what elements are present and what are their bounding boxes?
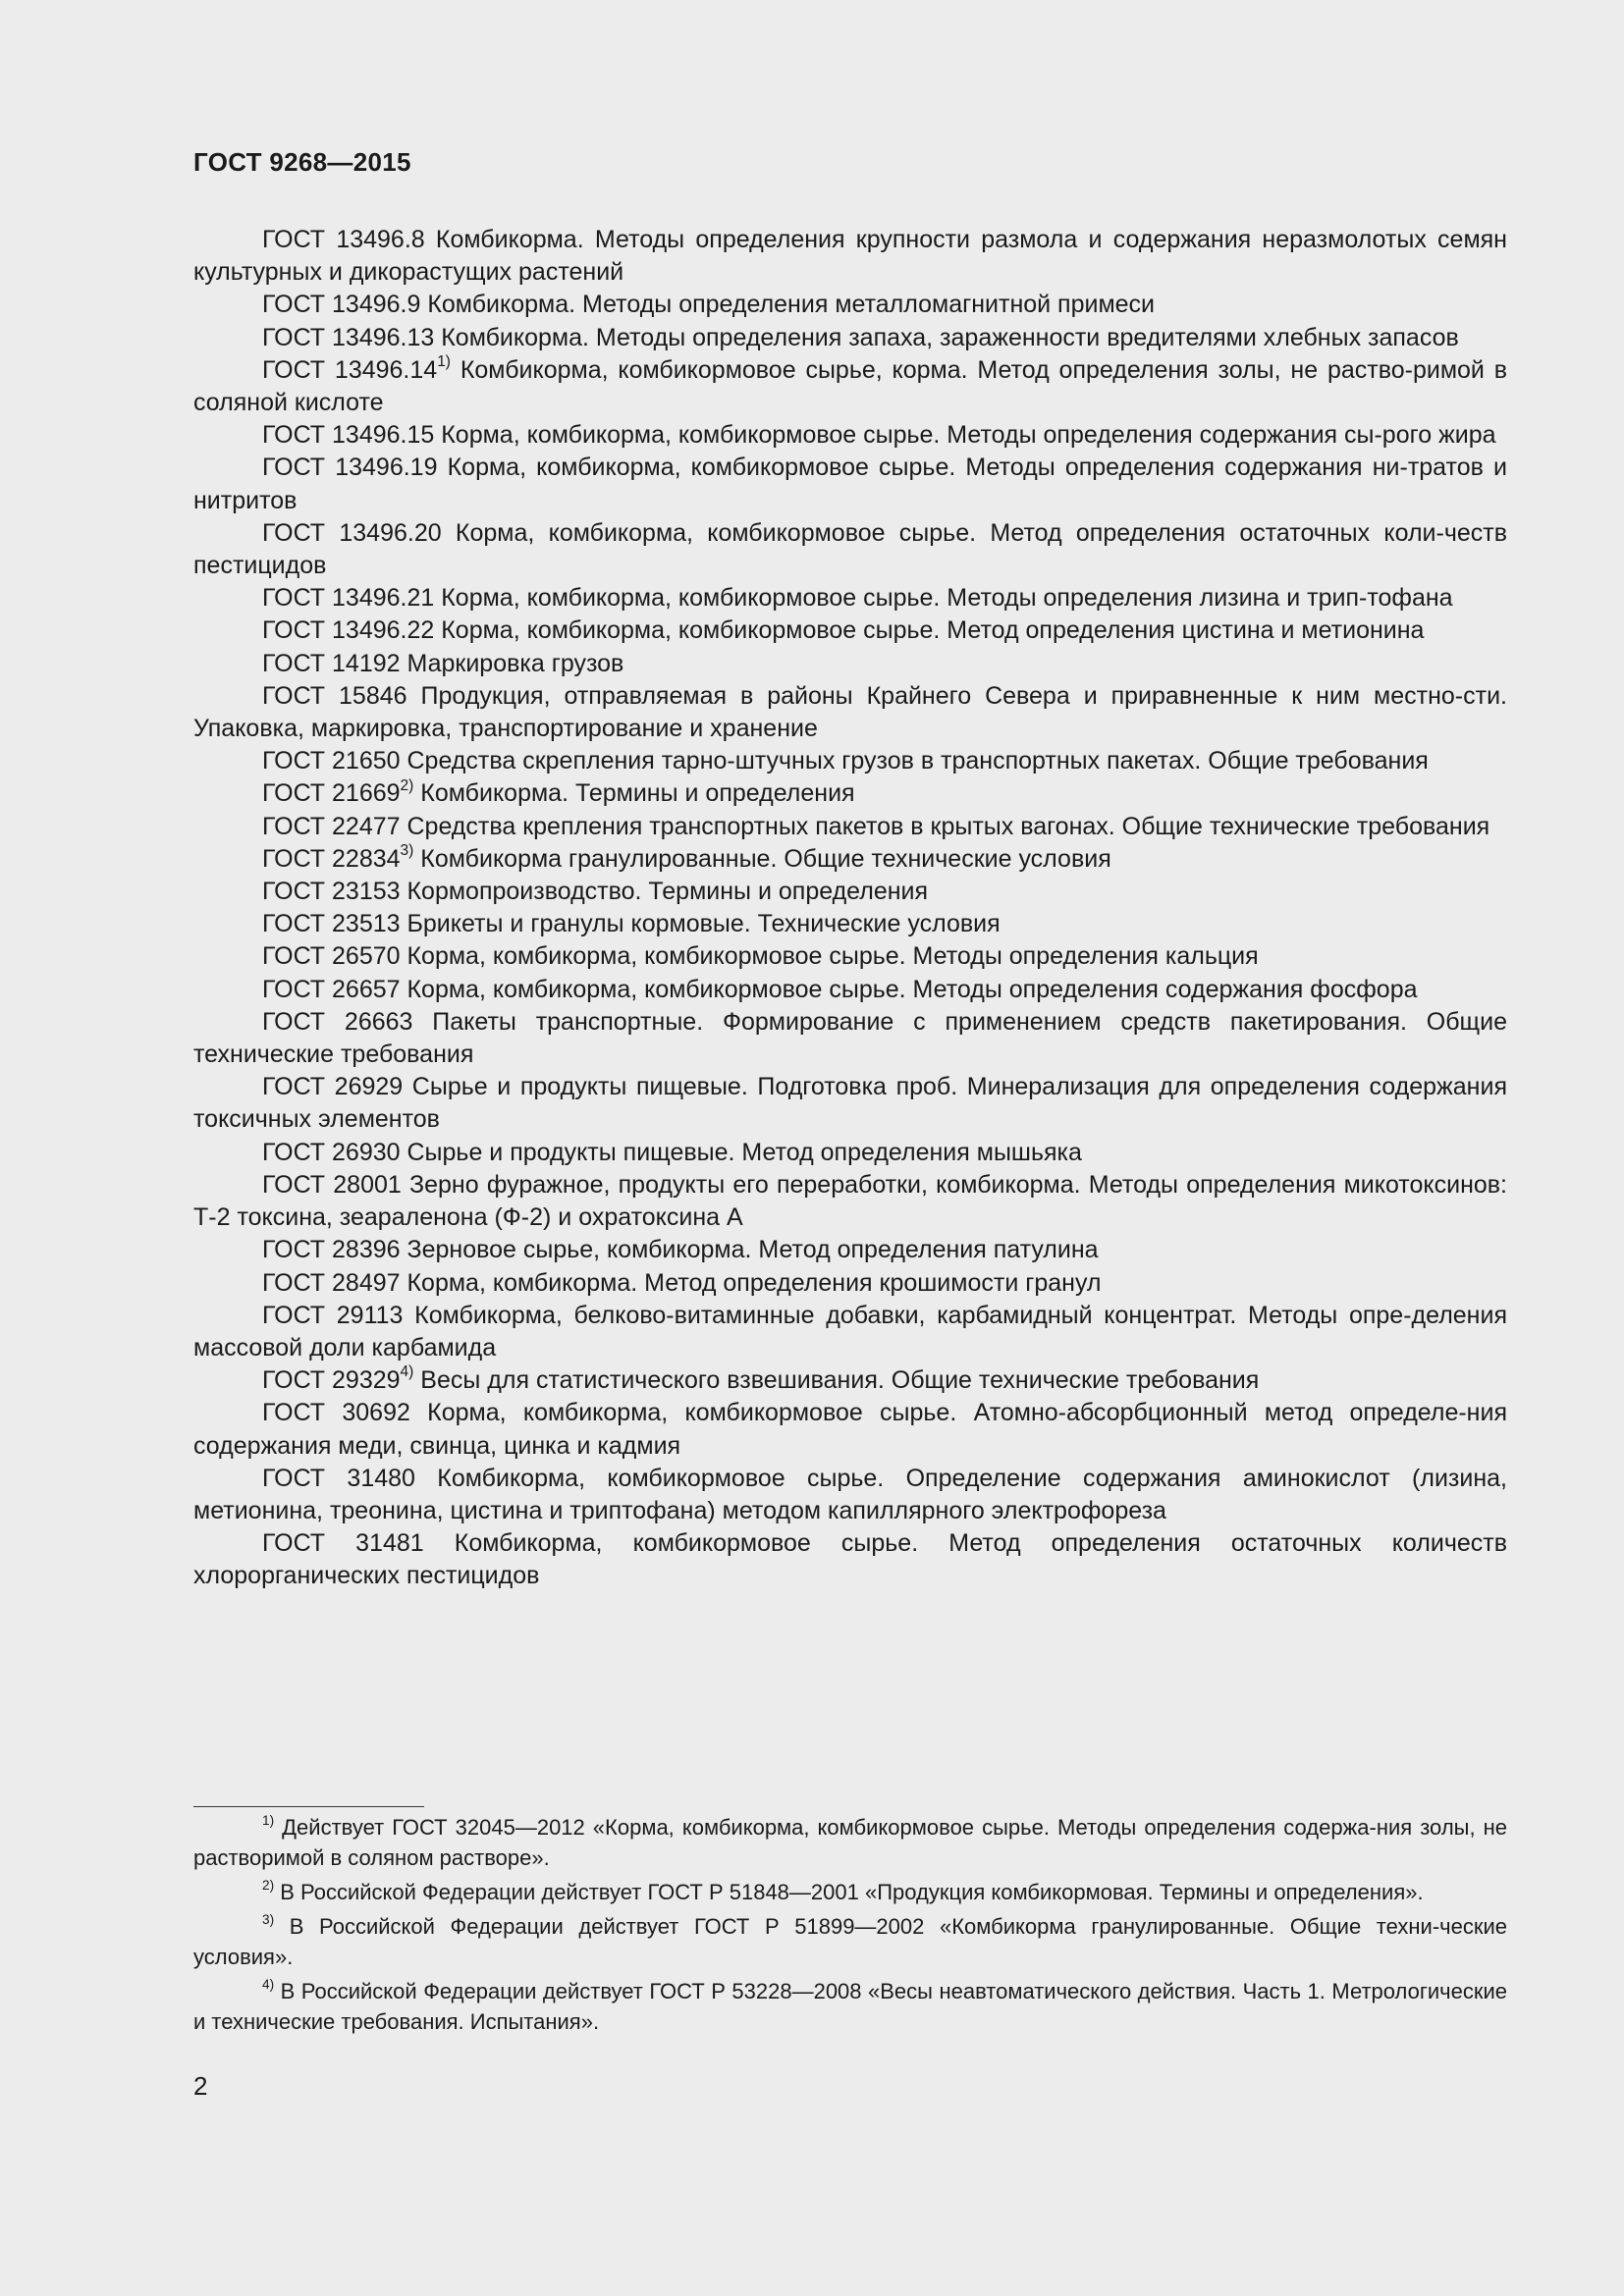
footnote-item: $^{3)}$ В Российской Федерации действует ГОСТ Р 51899—2002 «Комбикорма гранулированные. Общие техни-ческие условия». xyxy=(193,1911,1507,1969)
reference-item: ГОСТ 21669$^{2)}$ Комбикорма. Термины и определения xyxy=(262,776,855,808)
footnote-item: $^{4)}$ В Российской Федерации действует ГОСТ Р 53228—2008 «Весы неавтоматического действия. Часть 1. Метрологические и технические требования. Испытания». xyxy=(193,1976,1507,2034)
reference-item: ГОСТ 13496.21 Корма, комбикорма, комбикормовое сырье. Методы определения лизина и трип-тофана xyxy=(262,584,1453,613)
reference-item: ГОСТ 15846 Продукция, отправляемая в районы Крайнего Севера и приравненные к ним местно-сти. Упаковка, маркировка, транспортирование и хранение xyxy=(193,681,1507,743)
document-header: ГОСТ 9268—2015 xyxy=(193,147,411,177)
reference-item: ГОСТ 13496.9 Комбикорма. Методы определения металломагнитной примеси xyxy=(262,291,1156,319)
reference-item: ГОСТ 31480 Комбикорма, комбикормовое сырье. Определение содержания аминокислот (лизина, метионина, треонина, цистина и триптофана) методом капиллярного электрофореза xyxy=(193,1464,1507,1524)
reference-item: ГОСТ 26663 Пакеты транспортные. Формирование с применением средств пакетирования. Общие технические требования xyxy=(193,1007,1507,1069)
reference-item: ГОСТ 29329$^{4)}$ Весы для статистического взвешивания. Общие технические требования xyxy=(262,1363,1260,1395)
footnote-separator xyxy=(193,1806,424,1807)
reference-item: ГОСТ 28396 Зерновое сырье, комбикорма. Метод определения патулина xyxy=(262,1236,1099,1264)
reference-item: ГОСТ 22834$^{3)}$ Комбикорма гранулированные. Общие технические условия xyxy=(262,842,1111,873)
reference-item: ГОСТ 13496.19 Корма, комбикорма, комбикормовое сырье. Методы определения содержания ни-тратов и нитритов xyxy=(193,454,1507,514)
reference-item: ГОСТ 13496.20 Корма, комбикорма, комбикормовое сырье. Метод определения остаточных коли-честв пестицидов xyxy=(193,518,1507,580)
reference-item: ГОСТ 26929 Сырье и продукты пищевые. Подготовка проб. Минерализация для определения содержания токсичных элементов xyxy=(193,1073,1507,1134)
reference-item: ГОСТ 28001 Зерно фуражное, продукты его переработки, комбикорма. Методы определения микотоксинов: Т-2 токсина, зеараленона (Ф-2) и охратоксина А xyxy=(193,1170,1508,1232)
reference-item: ГОСТ 13496.13 Комбикорма. Методы определения запаха, зараженности вредителями хлебных запасов xyxy=(262,323,1459,351)
reference-item: ГОСТ 13496.22 Корма, комбикорма, комбикормовое сырье. Метод определения цистина и метионина xyxy=(262,616,1425,645)
reference-item: ГОСТ 26930 Сырье и продукты пищевые. Метод определения мышьяка xyxy=(262,1138,1082,1166)
reference-item: ГОСТ 14192 Маркировка грузов xyxy=(262,649,624,677)
reference-item: ГОСТ 30692 Корма, комбикорма, комбикормовое сырье. Атомно-абсорбционный метод определе-ния содержания меди, свинца, цинка и кадмия xyxy=(193,1399,1507,1460)
footnotes xyxy=(193,1812,1507,2041)
reference-item: ГОСТ 29113 Комбикорма, белково-витаминные добавки, карбамидный концентрат. Методы опре-деления массовой доли карбамида xyxy=(193,1301,1507,1362)
normative-references-list xyxy=(193,224,1507,1593)
reference-item: ГОСТ 23153 Кормопроизводство. Термины и определения xyxy=(262,878,929,906)
reference-item: ГОСТ 13496.14$^{1)}$ Комбикорма, комбикормовое сырье, корма. Метод определения золы, не раство-римой в соляной кислоте xyxy=(193,353,1507,417)
reference-item: ГОСТ 23513 Брикеты и гранулы кормовые. Технические условия xyxy=(262,910,1001,938)
document-page xyxy=(193,0,1507,2296)
reference-item: ГОСТ 26570 Корма, комбикорма, комбикормовое сырье. Методы определения кальция xyxy=(262,942,1259,971)
reference-item: ГОСТ 28497 Корма, комбикорма. Метод определения крошимости гранул xyxy=(262,1268,1102,1297)
reference-item: ГОСТ 26657 Корма, комбикорма, комбикормовое сырье. Методы определения содержания фосфора xyxy=(262,975,1418,1003)
reference-item: ГОСТ 13496.8 Комбикорма. Методы определения крупности размола и содержания неразмолотых семян культурных и дикорастущих растений xyxy=(193,226,1507,287)
footnote-item: $^{2)}$ В Российской Федерации действует ГОСТ Р 51848—2001 «Продукция комбикормовая. Термины и определения». xyxy=(262,1877,1424,1904)
reference-item: ГОСТ 21650 Средства скрепления тарно-штучных грузов в транспортных пакетах. Общие требования xyxy=(262,747,1429,775)
page-number: 2 xyxy=(193,2071,208,2101)
reference-item: ГОСТ 31481 Комбикорма, комбикормовое сырье. Метод определения остаточных количеств хлорорганических пестицидов xyxy=(193,1529,1507,1590)
footnote-item: $^{1)}$ Действует ГОСТ 32045—2012 «Корма, комбикорма, комбикормовое сырье. Методы определения содержа-ния золы, не растворимой в соляном растворе». xyxy=(193,1812,1507,1870)
reference-item: ГОСТ 13496.15 Корма, комбикорма, комбикормовое сырье. Методы определения содержания сы-рого жира xyxy=(262,421,1496,450)
reference-item: ГОСТ 22477 Средства крепления транспортных пакетов в крытых вагонах. Общие технические требования xyxy=(262,812,1490,840)
